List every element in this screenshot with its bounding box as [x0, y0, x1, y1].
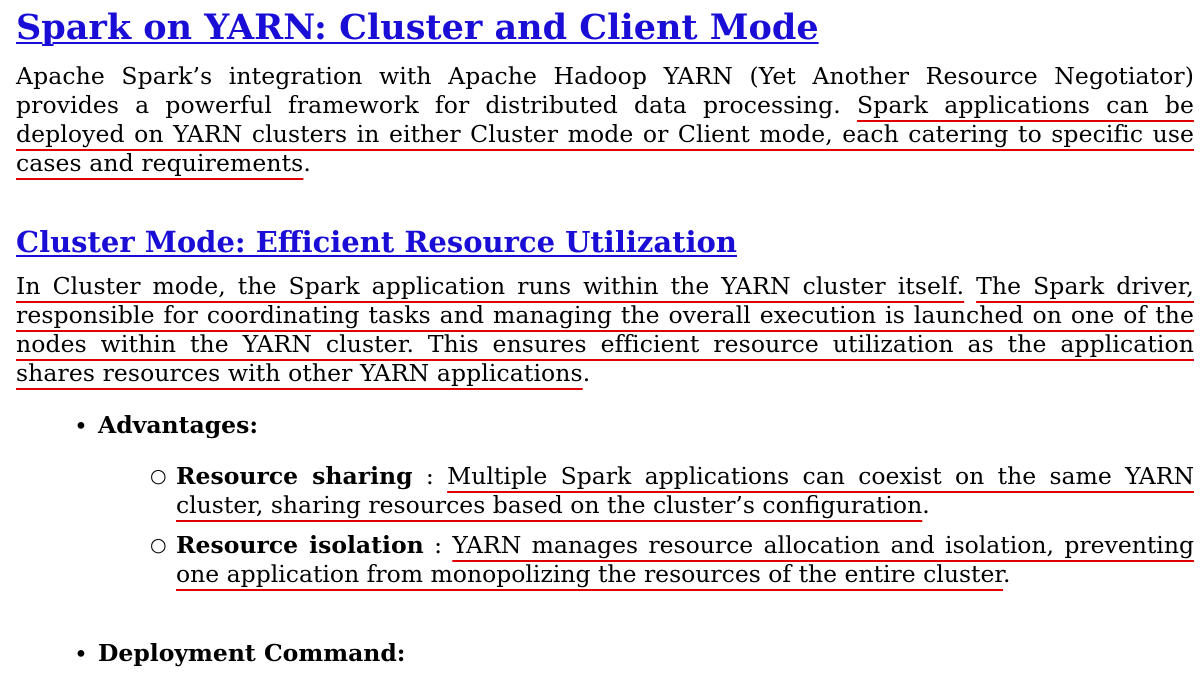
section-heading-link[interactable]: Cluster Mode: Efficient Resource Utilization [16, 225, 737, 259]
cluster-sentence-1: In Cluster mode, the Spark application runs within the YARN cluster itself. [16, 272, 965, 300]
page-title-link[interactable]: Spark on YARN: Cluster and Client Mode [16, 7, 819, 48]
cluster-period: . [582, 359, 591, 387]
sub-item-resource-isolation [150, 531, 1195, 589]
page-title[interactable] [16, 6, 819, 50]
sub-item-resource-sharing [150, 462, 1195, 520]
cluster-mode-paragraph [16, 272, 1194, 388]
intro-paragraph [16, 62, 1194, 178]
deployment-label: Deployment Command: [98, 639, 406, 667]
sub-item-description: YARN manages resource allocation and isolation, preventing one application from monopolizing the resources of the entire cluster [176, 531, 1195, 588]
bullet-dot: • [74, 412, 88, 440]
sub-item-term: Resource sharing [176, 462, 413, 490]
sub-item-separator: : [423, 531, 453, 559]
circle-bullet-icon: ○ [150, 465, 167, 487]
circle-bullet-icon: ○ [150, 534, 167, 556]
intro-text: Apache Spark’s integration with Apache Hadoop YARN (Yet Another Resource Negotiator) provides a powerful framework for distributed data processing. [16, 62, 1194, 119]
deployment-bullet [74, 639, 406, 668]
sub-item-period: . [922, 491, 930, 519]
section-heading[interactable] [16, 222, 737, 262]
advantages-bullet [74, 411, 259, 440]
sub-item-separator: : [412, 462, 448, 490]
sub-item-term: Resource isolation [176, 531, 424, 559]
cluster-sentence-2: The Spark driver, responsible for coordinating tasks and managing the overall execution is launched on one of the nodes within the YARN cluster. This ensures efficient resource utilization as the application shares resources with other YARN applications [16, 272, 1194, 387]
sub-item-description: Multiple Spark applications can coexist on the same YARN cluster, sharing resources based on the cluster’s configuration [176, 462, 1195, 519]
bullet-dot: • [74, 640, 88, 668]
advantages-label: Advantages: [98, 411, 259, 439]
sub-item-period: . [1003, 560, 1011, 588]
intro-period: . [303, 149, 311, 177]
intro-highlight: Spark applications can be deployed on YARN clusters in either Cluster mode or Client mode, each catering to specific use cases and requirements [16, 91, 1194, 177]
